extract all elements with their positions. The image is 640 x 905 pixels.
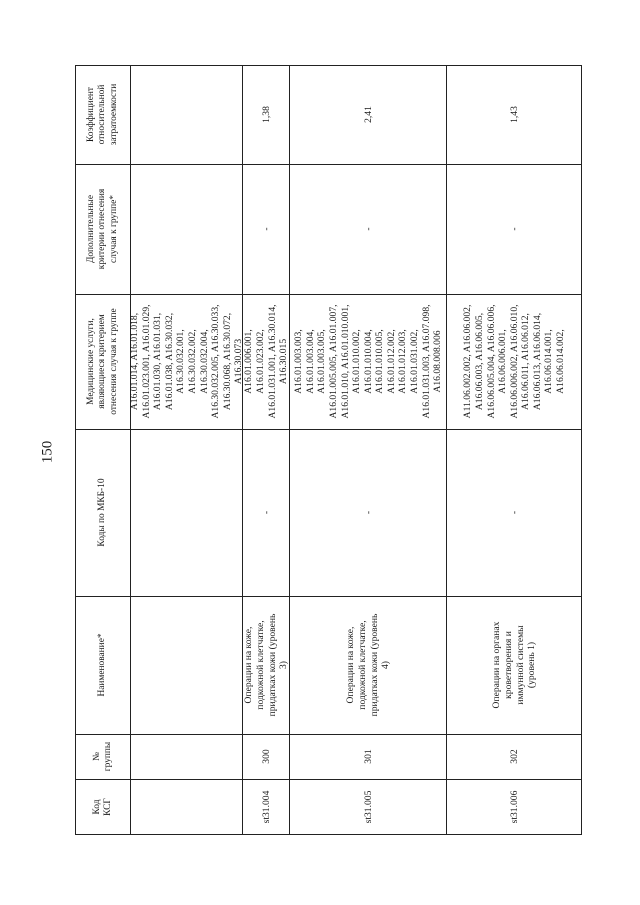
name-line: иммунной системы bbox=[514, 625, 526, 705]
service-code-line: A16.01.012.003, bbox=[397, 329, 409, 394]
header-services-line: являющиеся критерием bbox=[97, 314, 108, 409]
header-icd bbox=[75, 429, 131, 596]
service-code-line: A16.30.068, A16.30.072, bbox=[221, 312, 233, 411]
header-code-line: Код bbox=[91, 799, 102, 815]
name-line: Операции на коже, bbox=[243, 626, 255, 704]
service-code-line: A16.06.005.004, A16.06.006, bbox=[485, 304, 497, 419]
table-row-2-coef bbox=[290, 65, 447, 164]
service-code-line: A16.06.006.001, bbox=[497, 329, 509, 394]
table-row-2-icd bbox=[290, 429, 447, 596]
name-line: (уровень 1) bbox=[526, 641, 538, 689]
header-extra-line: критерии отнесения bbox=[97, 188, 108, 270]
table-row-1-coef bbox=[243, 65, 290, 164]
service-code-line: A16.08.008.006 bbox=[432, 330, 444, 393]
header-coef-line: относительной bbox=[97, 84, 108, 145]
icd-value: - bbox=[260, 510, 272, 515]
service-code-line: A16.01.031.001, A16.30.014, bbox=[266, 304, 278, 419]
header-coef-line: затратоемкости bbox=[108, 83, 119, 146]
service-code-line: A16.01.010, A16.01.010.001, bbox=[339, 304, 351, 419]
table-row-3-icd bbox=[447, 429, 582, 596]
service-code-line: A16.30.015 bbox=[278, 338, 290, 385]
extra-criteria-value: - bbox=[508, 227, 520, 231]
name-line: придатках кожи (уровень bbox=[266, 613, 278, 717]
service-code-line: A16.01.030, A16.01.031, bbox=[152, 312, 164, 411]
table-row-1-extra bbox=[243, 164, 290, 294]
table-row-1-name bbox=[243, 596, 290, 734]
header-group-no-line: группы bbox=[103, 741, 113, 772]
coefficient-value: 2,41 bbox=[362, 106, 374, 123]
ksg-code: st31.005 bbox=[362, 790, 374, 824]
table-row-2-code bbox=[290, 779, 447, 835]
service-code-line: A16.30.032.004, bbox=[198, 329, 210, 394]
table-row-2-services bbox=[290, 294, 447, 429]
name-line: Операции на коже, bbox=[345, 626, 357, 704]
table-row-1-services bbox=[243, 294, 290, 429]
table-row-3-group-no bbox=[447, 734, 582, 779]
group-number: 302 bbox=[508, 749, 520, 764]
service-code-line: A16.06.003, A16.06.005, bbox=[473, 312, 485, 411]
page-number: 150 bbox=[39, 440, 56, 464]
name-line: 3) bbox=[278, 661, 290, 669]
table-row-3-name bbox=[447, 596, 582, 734]
service-code-line: A16.01.006.001, bbox=[243, 329, 255, 394]
table-row-2-group-no bbox=[290, 734, 447, 779]
name-line: кроветворения и bbox=[502, 631, 514, 699]
name-line: придатках кожи (уровень bbox=[368, 613, 380, 717]
table-row-3-code bbox=[447, 779, 582, 835]
table-row-1-group-no bbox=[243, 734, 290, 779]
table-row-1-icd bbox=[243, 429, 290, 596]
service-code-line: A16.06.013, A16.06.014, bbox=[531, 312, 543, 411]
header-services-line: Медицинские услуги, bbox=[85, 318, 96, 405]
icd-value: - bbox=[362, 510, 374, 515]
header-name bbox=[75, 596, 131, 734]
service-code-line: A16.01.003.004, bbox=[304, 329, 316, 394]
group-number: 301 bbox=[362, 749, 374, 764]
table-row-3-coef bbox=[447, 65, 582, 164]
service-code-line: A16.01.012.002, bbox=[385, 329, 397, 394]
service-code-line: A16.06.006.002, A16.06.010, bbox=[508, 304, 520, 419]
service-code-line: A16.01.005.005, A16.01.007, bbox=[327, 304, 339, 419]
service-code-line: A16.01.023.002, bbox=[254, 329, 266, 394]
header-group-no bbox=[75, 734, 131, 779]
header-name-line: Наименование* bbox=[97, 633, 108, 697]
service-code-line: A11.06.002.002, A16.06.002, bbox=[462, 304, 474, 419]
extra-criteria-value: - bbox=[362, 227, 374, 231]
service-code-line: A16.01.038, A16.30.032, bbox=[163, 312, 175, 411]
header-services-line: отнесения случая к группе bbox=[108, 308, 119, 415]
service-code-line: A16.30.032.005, A16.30.033, bbox=[210, 304, 222, 419]
extra-criteria-value: - bbox=[260, 227, 272, 231]
icd-value: - bbox=[508, 510, 520, 515]
header-code-line: КСГ bbox=[103, 798, 113, 816]
name-line: 4) bbox=[380, 661, 392, 669]
service-code-line: A16.30.032.002, bbox=[187, 329, 198, 394]
coefficient-value: 1,38 bbox=[260, 106, 272, 123]
header-code bbox=[75, 779, 131, 835]
service-code-line: A16.01.010.004, bbox=[362, 329, 374, 394]
header-icd-line: Коды по МКБ-10 bbox=[97, 478, 108, 547]
service-code-line: A16.01.010.002, bbox=[351, 329, 363, 394]
table-row-1-code bbox=[243, 779, 290, 835]
group-number: 300 bbox=[260, 749, 272, 764]
header-extra-line: Дополнительные bbox=[85, 194, 96, 264]
header-extra-criteria bbox=[75, 164, 131, 294]
service-code-line: A16.01.003.005, bbox=[316, 329, 328, 394]
service-code-line: A16.30.073 bbox=[233, 338, 245, 385]
table-row-2-name bbox=[290, 596, 447, 734]
name-line: подкожной клетчатке, bbox=[356, 620, 368, 710]
data-table bbox=[75, 65, 582, 835]
name-line: подкожной клетчатке, bbox=[254, 620, 266, 710]
ksg-code: st31.004 bbox=[260, 790, 272, 824]
service-code-line: A16.01.010.005, bbox=[374, 329, 386, 394]
service-code-line: A16.01.003.003, bbox=[293, 329, 305, 394]
service-code-line: A16.01.014, A16.01.018, bbox=[129, 312, 141, 411]
ksg-code: st31.006 bbox=[508, 790, 520, 824]
table-row-0-services bbox=[131, 294, 243, 429]
header-extra-line: случая к группе* bbox=[108, 195, 119, 263]
name-line: Операции на органах bbox=[491, 621, 503, 709]
service-code-line: A16.01.031.002, bbox=[409, 329, 421, 394]
table-row-3-extra bbox=[447, 164, 582, 294]
header-services bbox=[75, 294, 131, 429]
service-code-line: A16.06.014.002, bbox=[555, 329, 567, 394]
service-code-line: A16.06.011, A16.06.012, bbox=[520, 313, 532, 410]
service-code-line: A16.30.032.001, bbox=[175, 329, 187, 394]
service-code-line: A16.01.031.003, A16.07.098, bbox=[420, 304, 432, 419]
table-row-3-services bbox=[447, 294, 582, 429]
header-coefficient bbox=[75, 65, 131, 164]
table-row-2-extra bbox=[290, 164, 447, 294]
service-code-line: A16.06.014.001, bbox=[543, 329, 555, 394]
service-code-line: A16.01.023.001, A16.01.029, bbox=[140, 304, 152, 419]
header-coef-line: Коэффициент bbox=[85, 87, 96, 142]
coefficient-value: 1,43 bbox=[508, 106, 520, 123]
header-group-no-line: № bbox=[91, 752, 102, 761]
